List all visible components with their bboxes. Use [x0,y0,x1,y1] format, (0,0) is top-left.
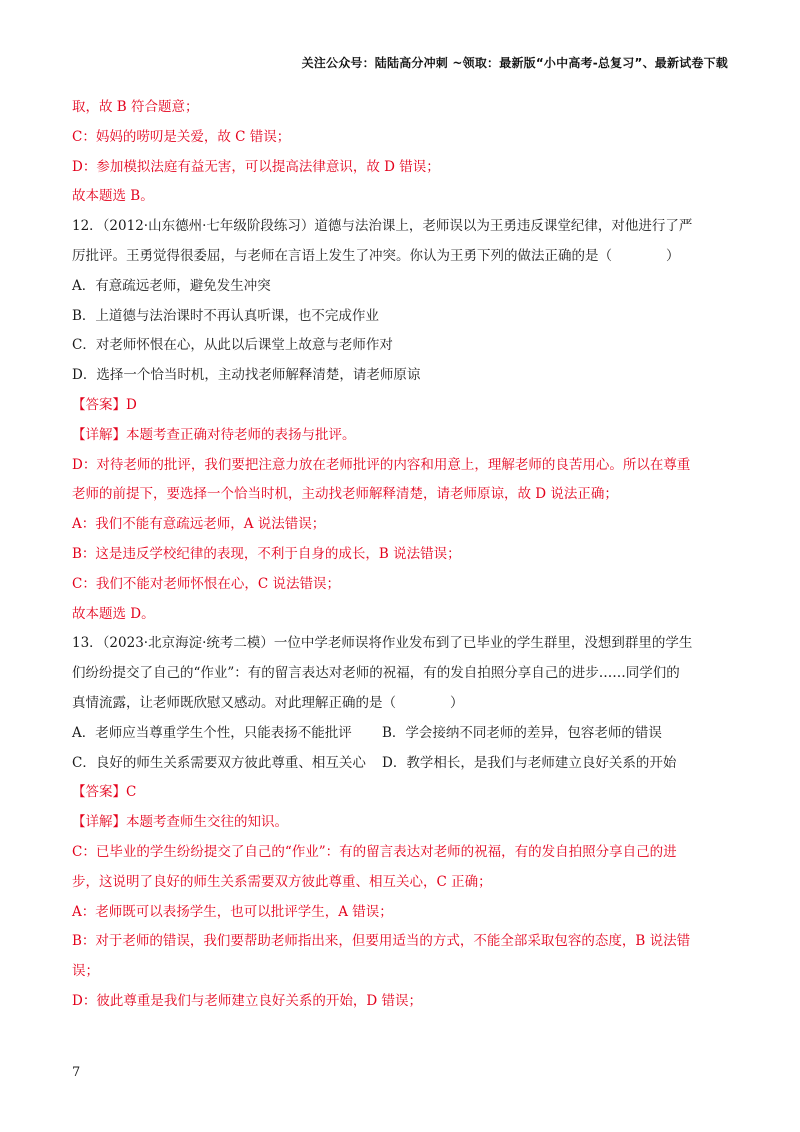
text-line: D．选择一个恰当时机，主动找老师解释清楚，请老师原谅 [72,367,421,384]
text-line: C：妈妈的唠叨是关爱，故 C 错误； [72,128,291,145]
text-line: 取，故 B 符合题意； [72,99,199,115]
text-line: 【详解】本题考查正确对待老师的表扬与批评。 [72,426,356,443]
page-header: 关注公众号：陆陆高分冲刺 ~领取：最新版“小中高考-总复习”、最新试卷下载 [301,56,728,70]
text-line: 真情流露，让老师既欣慰又感动。对此理解正确的是（ ） [72,694,464,711]
text-line: 【详解】本题考查师生交往的知识。 [72,814,288,831]
text-line: 【答案】C [72,784,137,801]
text-line: 故本题选 B。 [72,188,154,205]
text-line: B：这是违反学校纪律的表现，不利于自身的成长，B 说法错误； [72,545,461,562]
text-line: D：彼此尊重是我们与老师建立良好关系的开始，D 错误； [72,992,422,1009]
text-line: A：我们不能有意疏远老师，A 说法错误； [72,516,326,533]
text-line: C：我们不能对老师怀恨在心，C 说法错误； [72,575,340,592]
options-row-2 [72,749,732,779]
text-line: A：老师既可以表扬学生，也可以批评学生，A 错误； [72,903,393,920]
text-line: D：对待老师的批评，我们要把注意力放在老师批评的内容和用意上，理解老师的良苦用心。所以在尊重 [72,456,691,473]
options-row-1 [72,719,732,749]
option-d: D．教学相长，是我们与老师建立良好关系的开始 [382,754,677,771]
text-line: 厉批评。王勇觉得很委屈，与老师在言语上发生了冲突。你认为王勇下列的做法正确的是（ ） [72,247,680,264]
text-block-1 [72,93,732,719]
text-block-2 [72,778,732,1016]
text-line: C．对老师怀恨在心，从此以后课堂上故意与老师作对 [72,337,393,354]
text-line: C：已毕业的学生纷纷提交了自己的“作业”：有的留言表达对老师的祝福，有的发自拍照分享自己的进 [72,843,677,860]
text-line: D：参加模拟法庭有益无害，可以提高法律意识，故 D 错误； [72,158,440,175]
text-line: 12．（2012·山东德州·七年级阶段练习）道德与法治课上，老师误以为王勇违反课堂纪律，对他进行了严 [72,218,693,235]
text-line: 13．（2023·北京海淀·统考二模）一位中学老师误将作业发布到了已毕业的学生群里，没想到群里的学生 [72,635,693,652]
document-body [72,93,732,1017]
text-line: B．上道德与法治课时不再认真听课，也不完成作业 [72,307,379,324]
page-number: 7 [72,1065,81,1080]
text-line: A．有意疏远老师，避免发生冲突 [72,277,271,294]
text-line: 误； [72,963,99,980]
text-line: 们纷纷提交了自己的“作业”：有的留言表达对老师的祝福，有的发自拍照分享自己的进步……同学们的 [72,665,680,682]
option-a: A．老师应当尊重学生个性，只能表扬不能批评 [72,724,352,741]
text-line: 老师的前提下，要选择一个恰当时机，主动找老师解释清楚，请老师原谅，故 D 说法正确； [72,486,618,503]
text-line: 【答案】D [72,396,137,413]
option-b: B．学会接纳不同老师的差异，包容老师的错误 [382,724,662,741]
option-c: C．良好的师生关系需要双方彼此尊重、相互关心 [72,754,366,771]
text-line: 故本题选 D。 [72,605,155,622]
text-line: B：对于老师的错误，我们要帮助老师指出来，但要用适当的方式，不能全部采取包容的态度，B 说法错 [72,933,691,950]
text-line: 步，这说明了良好的师生关系需要双方彼此尊重、相互关心，C 正确； [72,873,492,890]
